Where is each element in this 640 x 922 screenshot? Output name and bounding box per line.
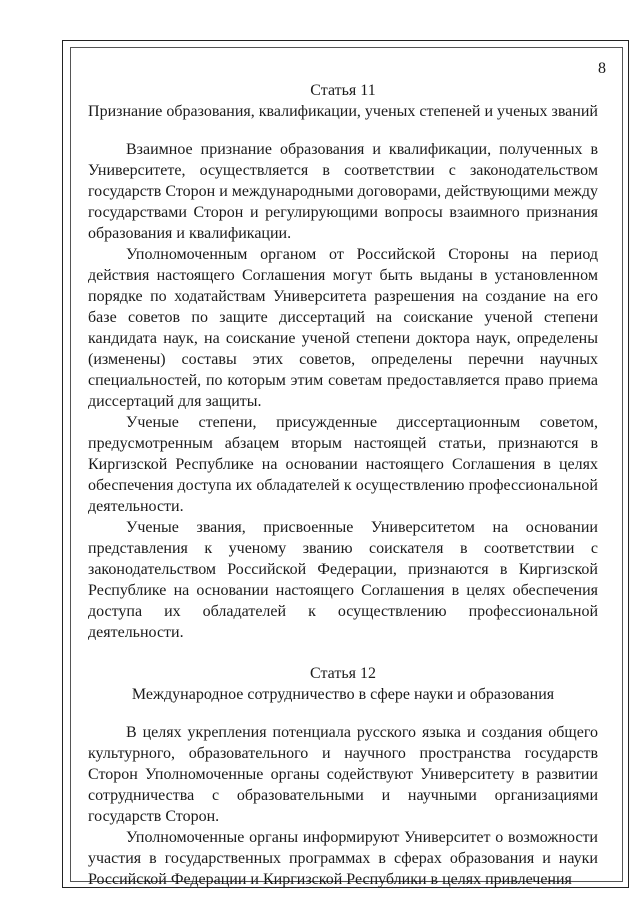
paragraph: Взаимное признание образования и квалификации, полученных в Университете, осуществляется в соответствии с законодательством государств Сторон и международными договорами, действующими между государствами Сторон и регулирующими вопросы взаимного признания образования и квалификации. xyxy=(88,141,598,242)
document-page xyxy=(88,52,606,890)
paragraph: Уполномоченным органом от Российской Стороны на период действия настоящего Соглашения могут быть выданы в установленном порядке по ходатайствам Университета разрешения на создание на его базе советов по защите диссертаций на соискание ученой степени кандидата наук, на соискание ученой степени доктора наук, определены (изменены) составы этих советов, определены перечни научных специальностей, по которым этим советам предоставляется право приема диссертаций для защиты. xyxy=(88,246,598,410)
paragraph: Ученые звания, присвоенные Университетом на основании представления к ученому званию соискателя в соответствии с законодательством Российской Федерации, признаются в Киргизской Республике на основании настоящего Соглашения в целях обеспечения доступа их обладателей к осуществлению профессиональной деятельности. xyxy=(88,519,598,641)
article-title: Статья 11 xyxy=(310,82,376,99)
paragraph: Уполномоченные органы информируют Университет о возможности участия в государственных программах в сферах образования и науки Российской Федерации и Киргизской Республики в целях привлечения xyxy=(88,829,598,888)
article-title: Статья 12 xyxy=(310,665,376,682)
article-11 xyxy=(88,80,598,643)
page-number: 8 xyxy=(598,60,606,77)
paragraph: Ученые степени, присужденные диссертационным советом, предусмотренным абзацем вторым настоящей статьи, признаются в Киргизской Республике на основании настоящего Соглашения в целях обеспечения доступа их обладателей к осуществлению профессиональной деятельности. xyxy=(88,414,598,515)
article-heading: Признание образования, квалификации, ученых степеней и ученых званий xyxy=(88,103,598,120)
article-heading: Международное сотрудничество в сфере науки и образования xyxy=(131,686,555,703)
paragraph: В целях укрепления потенциала русского языка и создания общего культурного, образовательного и научного пространства государств Сторон Уполномоченные органы содействуют Университету в развитии сотрудничества с образовательными и научными организациями государств Сторон. xyxy=(88,724,598,825)
article-12 xyxy=(88,663,598,890)
